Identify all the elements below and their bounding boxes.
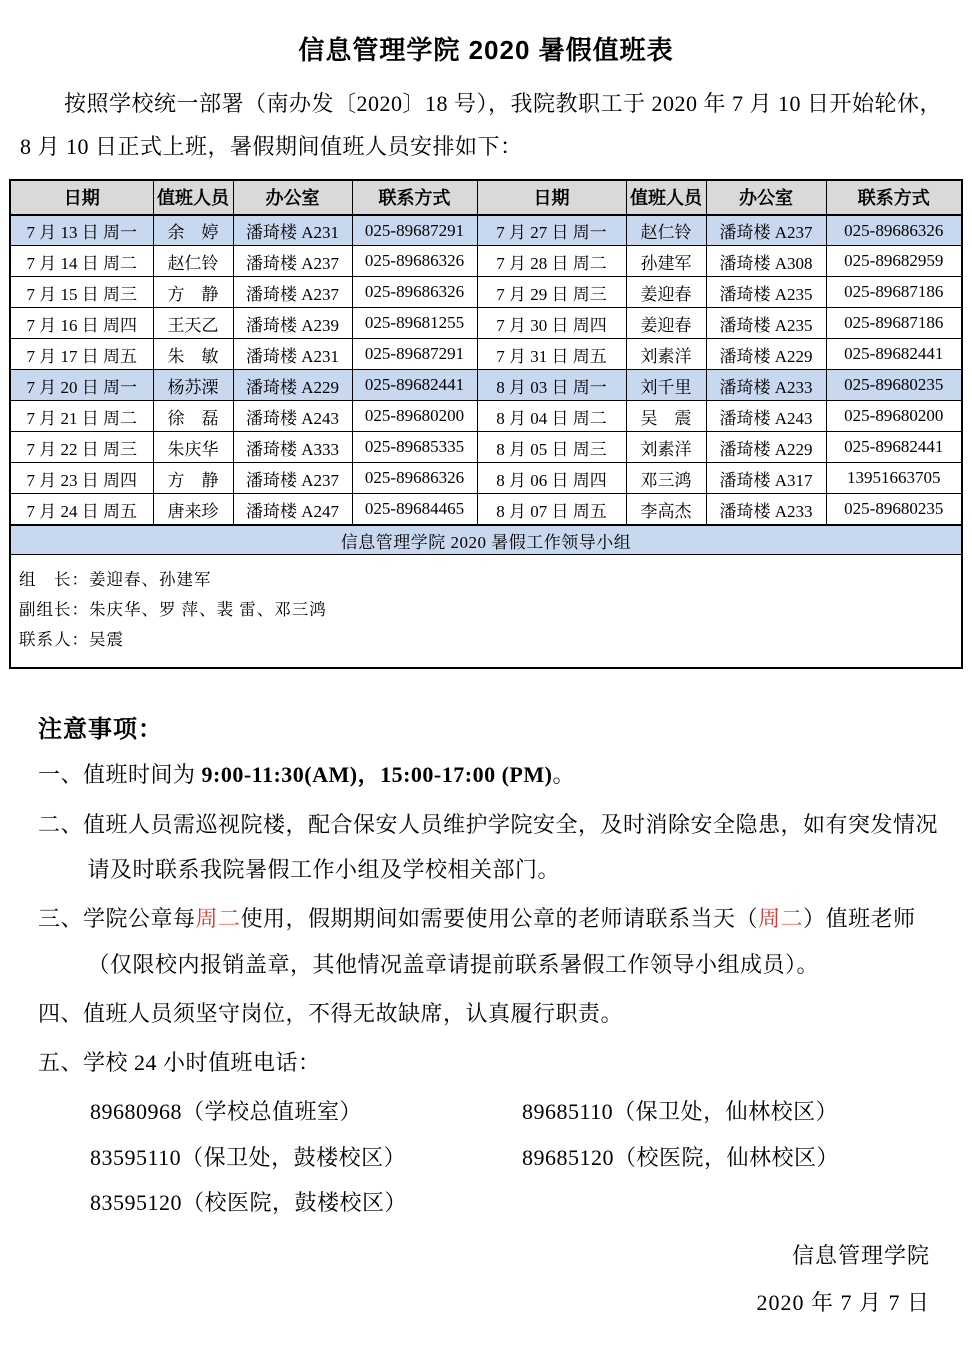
note-item-1: [38, 752, 944, 797]
column-header-office: 办公室: [706, 180, 826, 215]
column-header-person: 值班人员: [626, 180, 706, 215]
phone-column-left: [90, 1089, 522, 1225]
cell-person: 赵仁铃: [626, 215, 706, 246]
cell-office: 潘琦楼 A233: [706, 370, 826, 401]
leader-line-head: 组 长：姜迎春、孙建军: [19, 570, 212, 590]
cell-phone: 13951663705: [826, 463, 962, 494]
cell-phone: 025-89685335: [352, 432, 477, 463]
table-row: [10, 246, 962, 277]
cell-person: 刘素洋: [626, 339, 706, 370]
cell-phone: 025-89680235: [826, 370, 962, 401]
leader-line-contact: 联系人：吴震: [19, 630, 124, 650]
cell-office: 潘琦楼 A237: [233, 246, 352, 277]
tuesday-red-text: 周二: [195, 906, 241, 932]
cell-date: 7 月 23 日 周四: [10, 463, 153, 494]
table-row: [10, 308, 962, 339]
cell-date: 7 月 16 日 周四: [10, 308, 153, 339]
cell-office: 潘琦楼 A237: [233, 277, 352, 308]
cell-office: 潘琦楼 A247: [233, 494, 352, 525]
notes-heading: 注意事项：: [38, 716, 163, 744]
cell-person: 李高杰: [626, 494, 706, 525]
phone-column-right: [522, 1089, 839, 1225]
note-text: 值班人员须坚守岗位，不得无故缺席，认真履行职责。: [83, 1000, 624, 1026]
cell-phone: 025-89680200: [826, 401, 962, 432]
cell-office: 潘琦楼 A237: [706, 215, 826, 246]
cell-phone: 025-89686326: [352, 277, 477, 308]
cell-office: 潘琦楼 A333: [233, 432, 352, 463]
cell-date: 7 月 17 日 周五: [10, 339, 153, 370]
cell-office: 潘琦楼 A235: [706, 308, 826, 339]
phone-entry: 89680968（学校总值班室）: [90, 1099, 363, 1125]
cell-person: 孙建军: [626, 246, 706, 277]
column-header-date: 日期: [10, 180, 153, 215]
cell-office: 潘琦楼 A229: [706, 339, 826, 370]
note-item-4: [38, 991, 944, 1036]
cell-date: 8 月 03 日 周一: [477, 370, 626, 401]
cell-phone: 025-89682441: [826, 432, 962, 463]
note-text: 学校 24 小时值班电话：: [83, 1050, 321, 1076]
table-row: [10, 277, 962, 308]
note-text: 值班人员需巡视院楼，配合保安人员维护学院安全，及时消除安全隐患，如有突发情况请及时联系我院暑假工作小组及学校相关部门。: [83, 811, 939, 882]
cell-person: 姜迎春: [626, 277, 706, 308]
note-text: ）值班老师（仅限校内报销盖章，其他情况盖章请提前联系暑假工作领导小组成员）。: [87, 906, 916, 977]
note-number: 一、: [38, 762, 84, 788]
cell-phone: 025-89682441: [352, 370, 477, 401]
leader-line-deputy: 副组长：朱庆华、罗 萍、裴 雷、邓三鸿: [19, 600, 327, 620]
note-text: 使用，假期期间如需要使用公章的老师请联系当天（: [240, 906, 759, 932]
column-header-contact: 联系方式: [826, 180, 962, 215]
cell-person: 赵仁铃: [153, 246, 233, 277]
cell-date: 7 月 21 日 周二: [10, 401, 153, 432]
cell-date: 7 月 31 日 周五: [477, 339, 626, 370]
cell-date: 7 月 27 日 周一: [477, 215, 626, 246]
cell-phone: 025-89687186: [826, 308, 962, 339]
cell-date: 8 月 05 日 周三: [477, 432, 626, 463]
note-number: 五、: [38, 1050, 84, 1076]
column-header-contact: 联系方式: [352, 180, 477, 215]
cell-person: 吴 震: [626, 401, 706, 432]
signature-org: 信息管理学院: [791, 1243, 930, 1269]
cell-phone: 025-89680235: [826, 494, 962, 525]
cell-person: 朱 敏: [153, 339, 233, 370]
cell-person: 姜迎春: [626, 308, 706, 339]
cell-office: 潘琦楼 A235: [706, 277, 826, 308]
note-item-5: [38, 1040, 944, 1085]
phone-entry: 89685120（校医院，仙林校区）: [522, 1144, 840, 1170]
column-header-person: 值班人员: [153, 180, 233, 215]
signature-date: 2020 年 7 月 7 日: [756, 1289, 930, 1315]
duty-time-bold: 9:00-11:30(AM)，15:00-17:00 (PM): [201, 762, 553, 788]
cell-date: 7 月 22 日 周三: [10, 432, 153, 463]
cell-date: 7 月 28 日 周二: [477, 246, 626, 277]
cell-date: 7 月 15 日 周三: [10, 277, 153, 308]
cell-phone: 025-89686326: [826, 215, 962, 246]
cell-phone: 025-89684465: [352, 494, 477, 525]
cell-phone: 025-89686326: [352, 463, 477, 494]
table-row: [10, 432, 962, 463]
cell-phone: 025-89686326: [352, 246, 477, 277]
cell-office: 潘琦楼 A239: [233, 308, 352, 339]
cell-office: 潘琦楼 A243: [706, 401, 826, 432]
intro-paragraph: 按照学校统一部署（南办发〔2020〕18 号），我院教职工于 2020 年 7 月 10 日开始轮休，8 月 10 日正式上班，暑假期间值班人员安排如下：: [20, 91, 943, 159]
table-row: [10, 370, 962, 401]
note-text: 学院公章每: [83, 906, 196, 932]
cell-phone: 025-89680200: [352, 401, 477, 432]
table-row: [10, 401, 962, 432]
cell-office: 潘琦楼 A231: [233, 215, 352, 246]
cell-phone: 025-89687291: [352, 339, 477, 370]
cell-person: 王天乙: [153, 308, 233, 339]
duty-roster-table: [9, 179, 963, 670]
cell-person: 方 静: [153, 463, 233, 494]
note-number: 三、: [38, 906, 84, 932]
table-row: [10, 215, 962, 246]
cell-date: 7 月 14 日 周二: [10, 246, 153, 277]
cell-date: 7 月 20 日 周一: [10, 370, 153, 401]
table-row: [10, 494, 962, 525]
note-number: 四、: [38, 1000, 84, 1026]
cell-office: 潘琦楼 A231: [233, 339, 352, 370]
cell-date: 7 月 24 日 周五: [10, 494, 153, 525]
cell-phone: 025-89682441: [826, 339, 962, 370]
cell-office: 潘琦楼 A229: [233, 370, 352, 401]
tuesday-red-text: 周二: [758, 906, 804, 932]
note-number: 二、: [38, 811, 84, 837]
phone-entry: 89685110（保卫处，仙林校区）: [522, 1099, 839, 1125]
cell-date: 8 月 04 日 周二: [477, 401, 626, 432]
cell-phone: 025-89682959: [826, 246, 962, 277]
cell-phone: 025-89687291: [352, 215, 477, 246]
page-title: 信息管理学院 2020 暑假值班表: [298, 35, 674, 65]
cell-person: 刘千里: [626, 370, 706, 401]
cell-office: 潘琦楼 A308: [706, 246, 826, 277]
cell-person: 刘素洋: [626, 432, 706, 463]
cell-person: 邓三鸿: [626, 463, 706, 494]
cell-person: 杨苏溧: [153, 370, 233, 401]
leadership-band-row: [10, 525, 962, 555]
cell-person: 方 静: [153, 277, 233, 308]
cell-phone: 025-89681255: [352, 308, 477, 339]
cell-date: 8 月 06 日 周四: [477, 463, 626, 494]
cell-office: 潘琦楼 A233: [706, 494, 826, 525]
signature-block: [0, 1233, 930, 1325]
cell-date: 8 月 07 日 周五: [477, 494, 626, 525]
leadership-members-cell: [10, 555, 962, 669]
table-row: [10, 339, 962, 370]
leadership-band-title: 信息管理学院 2020 暑假工作领导小组: [10, 525, 962, 555]
roster-body: [10, 215, 962, 525]
column-header-date: 日期: [477, 180, 626, 215]
cell-date: 7 月 29 日 周三: [477, 277, 626, 308]
phone-entry: 83595120（校医院，鼓楼校区）: [90, 1190, 408, 1216]
note-text: 值班时间为: [83, 762, 202, 788]
cell-person: 徐 磊: [153, 401, 233, 432]
cell-office: 潘琦楼 A243: [233, 401, 352, 432]
cell-office: 潘琦楼 A317: [706, 463, 826, 494]
phone-entry: 83595110（保卫处，鼓楼校区）: [90, 1144, 407, 1170]
note-item-3: [38, 896, 944, 987]
phone-list: [90, 1089, 944, 1225]
cell-person: 余 婷: [153, 215, 233, 246]
note-text: 。: [552, 762, 575, 788]
cell-person: 朱庆华: [153, 432, 233, 463]
table-header-row: [10, 180, 962, 215]
table-row: [10, 463, 962, 494]
cell-office: 潘琦楼 A229: [706, 432, 826, 463]
cell-office: 潘琦楼 A237: [233, 463, 352, 494]
note-item-2: [38, 802, 944, 893]
cell-date: 7 月 30 日 周四: [477, 308, 626, 339]
column-header-office: 办公室: [233, 180, 352, 215]
cell-person: 唐来珍: [153, 494, 233, 525]
cell-phone: 025-89687186: [826, 277, 962, 308]
leadership-members-row: [10, 555, 962, 669]
cell-date: 7 月 13 日 周一: [10, 215, 153, 246]
